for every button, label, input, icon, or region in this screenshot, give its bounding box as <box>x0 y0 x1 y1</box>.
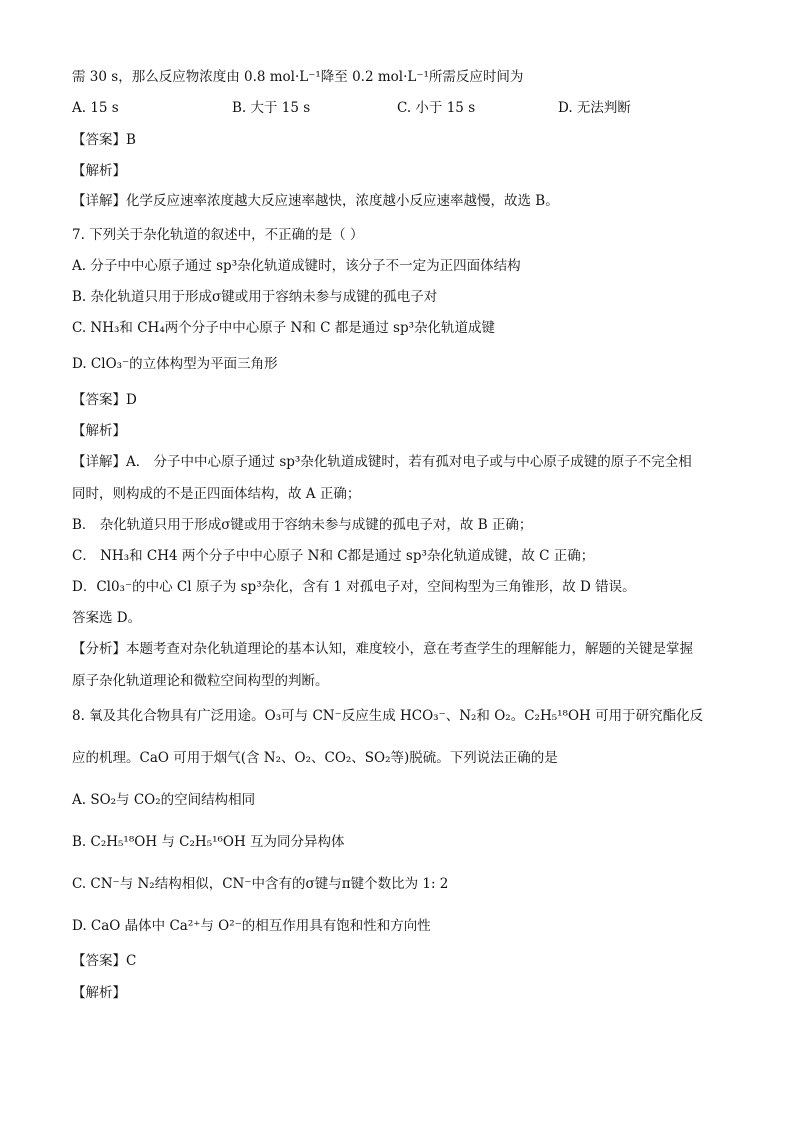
q6-stem-tail: 需 30 s，那么反应物浓度由 0.8 mol·L⁻¹降至 0.2 mol·L⁻¹所需反应时间为 <box>72 69 524 85</box>
q7-stem: 7. 下列关于杂化轨道的叙述中，不正确的是（ ） <box>72 227 364 243</box>
q8-answer: 【答案】C <box>72 953 137 969</box>
q7-detail-line-3: B． 杂化轨道只用于形成σ键或用于容纳未参与成键的孤电子对，故 B 正确； <box>72 517 533 533</box>
q6-option-b: B. 大于 15 s <box>232 100 311 116</box>
q8-option-a: A. SO₂与 CO₂的空间结构相同 <box>72 792 256 808</box>
q6-option-a: A. 15 s <box>72 100 119 116</box>
q8-stem-line-1: 8. 氧及其化合物具有广泛用途。O₃可与 CN⁻反应生成 HCO₃⁻、N₂和 O₂。C₂H₅¹⁸OH 可用于研究酯化反 <box>72 708 704 724</box>
q6-detail: 【详解】化学反应速率浓度越大反应速率越快，浓度越小反应速率越慢，故选 B。 <box>72 193 559 209</box>
q8-option-d: D. CaO 晶体中 Ca²⁺与 O²⁻的相互作用具有饱和性和方向性 <box>72 918 431 934</box>
q7-option-d: D. ClO₃⁻的立体构型为平面三角形 <box>72 356 278 372</box>
q7-detail-line-4: C． NH₃和 CH4 两个分子中中心原子 N和 C都是通过 sp³杂化轨道成键，故 C 正确； <box>72 548 595 564</box>
q7-choose: 答案选 D。 <box>72 610 142 626</box>
q6-analysis-label: 【解析】 <box>72 163 126 179</box>
q7-option-c: C. NH₃和 CH₄两个分子中中心原子 N和 C 都是通过 sp³杂化轨道成键 <box>72 320 496 336</box>
q7-summary-line-1: 【分析】本题考查对杂化轨道理论的基本认知，难度较小，意在考查学生的理解能力，解题的关键是掌握 <box>72 641 693 657</box>
q7-answer: 【答案】D <box>72 392 137 408</box>
q7-option-a: A. 分子中中心原子通过 sp³杂化轨道成键时，该分子不一定为正四面体结构 <box>72 258 521 274</box>
q8-analysis-label: 【解析】 <box>72 985 126 1001</box>
q8-option-c: C. CN⁻与 N₂结构相似，CN⁻中含有的σ键与π键个数比为 1: 2 <box>72 876 449 892</box>
q6-option-c: C. 小于 15 s <box>397 100 476 116</box>
q7-detail-line-2: 同时，则构成的不是正四面体结构，故 A 正确； <box>72 486 361 502</box>
q7-analysis-label: 【解析】 <box>72 423 126 439</box>
q8-option-b: B. C₂H₅¹⁸OH 与 C₂H₅¹⁶OH 互为同分异构体 <box>72 834 345 850</box>
q7-detail-line-5: D．Cl0₃⁻的中心 Cl 原子为 sp³杂化，含有 1 对孤电子对，空间构型为三角锥形，故 D 错误。 <box>72 579 636 595</box>
q7-detail-line-1: 【详解】A． 分子中中心原子通过 sp³杂化轨道成键时，若有孤对电子或与中心原子成键的原子不完全相 <box>72 454 692 470</box>
q6-answer: 【答案】B <box>72 132 136 148</box>
q7-option-b: B. 杂化轨道只用于形成σ键或用于容纳未参与成键的孤电子对 <box>72 289 438 305</box>
q6-option-d: D. 无法判断 <box>558 100 631 116</box>
q7-summary-line-2: 原子杂化轨道理论和微粒空间构型的判断。 <box>72 673 329 689</box>
q8-stem-line-2: 应的机理。CaO 可用于烟气(含 N₂、O₂、CO₂、SO₂等)脱硫。下列说法正确的是 <box>72 750 558 766</box>
